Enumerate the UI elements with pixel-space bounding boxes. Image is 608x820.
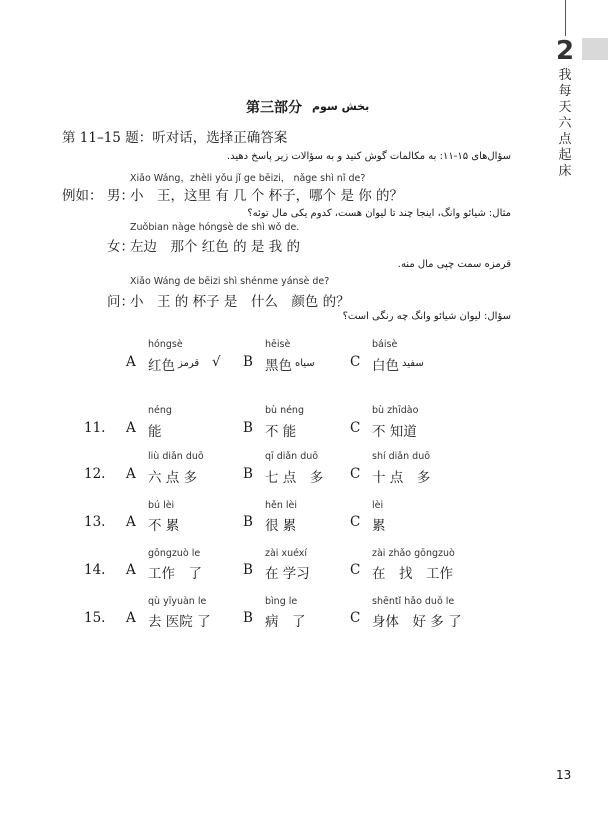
q11-number: 11.: [84, 420, 106, 436]
q12-number: 12.: [84, 466, 106, 482]
example-line1-pinyin: Xiǎo Wáng，zhèli yǒu jǐ ge bēizi， nǎge shì nǐ de?: [130, 173, 366, 184]
example-option-c-pinyin: báisè: [372, 339, 398, 350]
q11-option-b-text: 不 能: [265, 424, 297, 440]
example-line1-text: 小 王，这里 有 几 个 杯子，哪个 是 你 的？: [130, 188, 404, 204]
q15-option-c-pinyin: shēntǐ hǎo duō le: [372, 596, 455, 607]
q13-option-a-letter: A: [126, 514, 136, 530]
q11-option-c-text: 不 知道: [372, 424, 417, 440]
q14-option-a-letter: A: [126, 562, 136, 578]
section-title-fa: بخش سوم: [312, 100, 370, 113]
q11-option-b-letter: B: [243, 420, 253, 436]
q12-option-a-pinyin: liù diǎn duō: [148, 451, 204, 462]
q14-option-c-letter: C: [350, 562, 361, 578]
q12-option-c-letter: C: [350, 466, 361, 482]
q12-option-b-text: 七 点 多: [265, 470, 324, 486]
example-option-a-letter: A: [126, 354, 136, 370]
q12-option-c-pinyin: shí diǎn duō: [372, 451, 431, 462]
example-correct-check-icon: √: [212, 354, 221, 370]
q12-option-c-text: 十 点 多: [372, 470, 431, 486]
example-label: 例如：: [62, 188, 103, 204]
q15-option-a-text: 去 医院 了: [148, 614, 211, 630]
q15-option-b-pinyin: bìng le: [265, 596, 298, 607]
q11-option-a-text: 能: [148, 424, 162, 440]
example-option-c-letter: C: [350, 354, 361, 370]
q11-option-c-pinyin: bù zhīdào: [372, 405, 419, 416]
q14-option-c-text: 在 找 工作: [372, 566, 453, 582]
q15-number: 15.: [84, 610, 106, 626]
q13-option-c-letter: C: [350, 514, 361, 530]
example-line2-fa: قرمزه سمت چپی مال منه.: [397, 259, 511, 270]
instructions-zh: 第 11–15 题：听对话，选择正确答案: [62, 130, 288, 146]
q14-option-b-text: 在 学习: [265, 566, 310, 582]
q15-option-b-letter: B: [243, 610, 253, 626]
q13-number: 13.: [84, 514, 106, 530]
q14-option-a-pinyin: gōngzuò le: [148, 548, 201, 559]
chapter-number: 2: [555, 36, 575, 66]
q14-option-b-letter: B: [243, 562, 253, 578]
example-line2-pinyin: Zuǒbian nàge hóngsè de shì wǒ de.: [130, 222, 300, 233]
q12-option-a-text: 六 点 多: [148, 470, 198, 486]
q13-option-a-text: 不 累: [148, 518, 180, 534]
q13-option-a-pinyin: bú lèi: [148, 500, 175, 511]
q13-option-b-pinyin: hěn lèi: [265, 500, 298, 511]
q14-option-b-pinyin: zài xuéxí: [265, 548, 308, 559]
chapter-title: 我每天六点起床: [558, 68, 572, 179]
example-line3-pinyin: Xiǎo Wáng de bēizi shì shénme yánsè de?: [130, 276, 330, 287]
example-option-a-text: 红色: [148, 358, 175, 374]
example-option-c-fa: سفید: [402, 358, 424, 369]
example-line2-speaker: 女：: [107, 239, 134, 255]
q12-option-a-letter: A: [126, 466, 136, 482]
example-line2-text: 左边 那个 红色 的 是 我 的: [130, 239, 300, 255]
section-title-zh: 第三部分: [246, 100, 302, 116]
instructions-fa: سؤال‌های ۱۵-۱۱: به مکالمات گوش کنید و به سؤالات زیر پاسخ دهید.: [226, 151, 511, 162]
q15-option-a-pinyin: qù yīyuàn le: [148, 596, 207, 607]
q14-option-a-text: 工作 了: [148, 566, 202, 582]
chapter-tab-bar: [582, 38, 608, 60]
q13-option-b-text: 很 累: [265, 518, 297, 534]
example-line3-speaker: 问：: [107, 294, 134, 310]
q13-option-c-pinyin: lèi: [372, 500, 384, 511]
q11-option-a-pinyin: néng: [148, 405, 172, 416]
example-option-b-letter: B: [243, 354, 253, 370]
q12-option-b-letter: B: [243, 466, 253, 482]
q13-option-b-letter: B: [243, 514, 253, 530]
example-option-b-pinyin: hēisè: [265, 339, 291, 350]
q15-option-c-letter: C: [350, 610, 361, 626]
example-option-a-pinyin: hóngsè: [148, 339, 183, 350]
example-option-c-text: 白色: [372, 358, 399, 374]
example-option-a-fa: قرمز: [178, 358, 200, 369]
example-line1-fa: مثال: شیائو وانگ، اینجا چند تا لیوان هست، کدوم یکی مال توئه؟: [247, 208, 511, 219]
page-number: 13: [556, 768, 572, 782]
chapter-divider: [565, 0, 566, 36]
example-line3-text: 小 王 的 杯子 是 什么 颜色 的？: [130, 294, 350, 310]
q11-option-a-letter: A: [126, 420, 136, 436]
q11-option-b-pinyin: bù néng: [265, 405, 304, 416]
example-line3-fa: سؤال: لیوان شیائو وانگ چه رنگی است؟: [342, 311, 511, 322]
q14-option-c-pinyin: zài zhǎo gōngzuò: [372, 548, 455, 559]
q14-number: 14.: [84, 562, 106, 578]
example-line1-speaker: 男：: [107, 188, 134, 204]
example-option-b-text: 黑色: [265, 358, 292, 374]
example-option-b-fa: سیاه: [295, 358, 315, 369]
q12-option-b-pinyin: qī diǎn duō: [265, 451, 319, 462]
q11-option-c-letter: C: [350, 420, 361, 436]
q15-option-c-text: 身体 好 多 了: [372, 614, 462, 630]
q15-option-b-text: 病 了: [265, 614, 306, 630]
q13-option-c-text: 累: [372, 518, 386, 534]
q15-option-a-letter: A: [126, 610, 136, 626]
